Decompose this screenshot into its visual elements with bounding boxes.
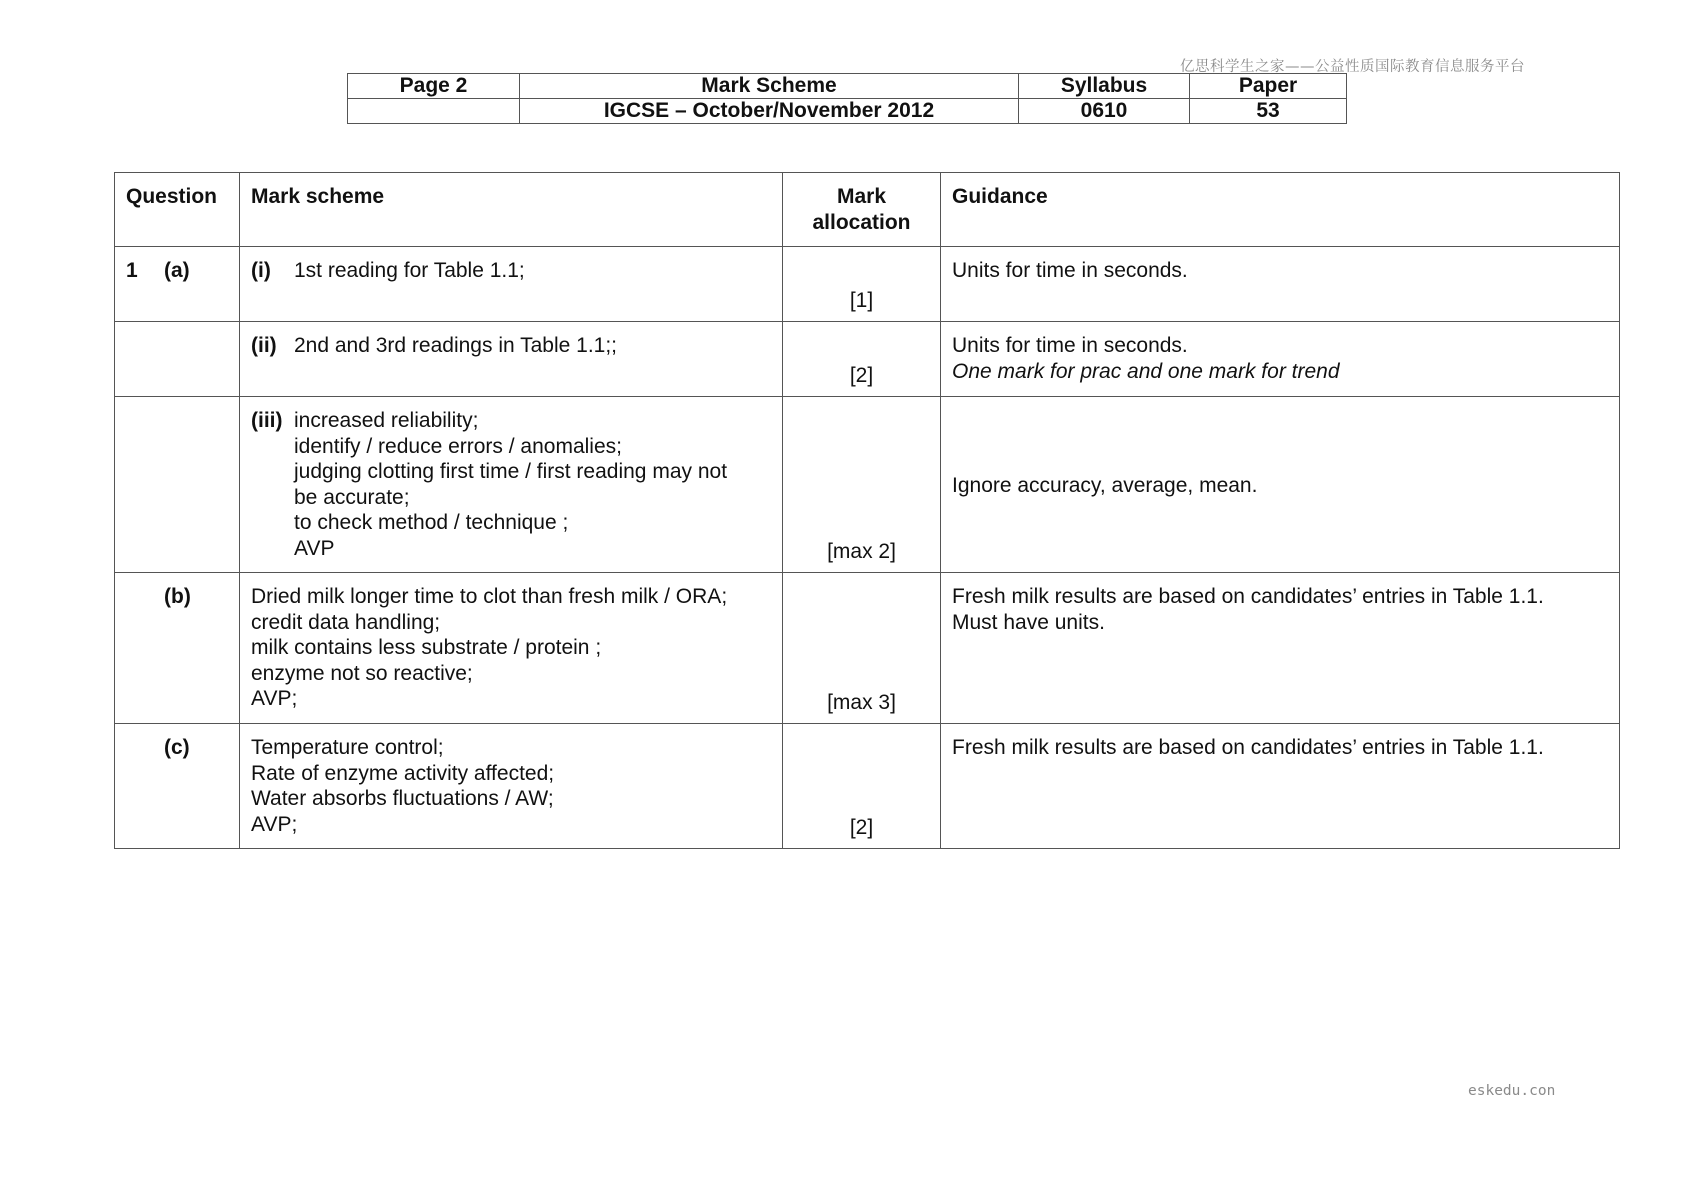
col-mark-allocation-line1: Mark xyxy=(836,185,887,208)
guidance-line: Must have units. xyxy=(952,610,1105,634)
col-guidance: Guidance xyxy=(941,173,1620,247)
guidance-line: Fresh milk results are based on candidates’ entries in Table 1.1. xyxy=(952,585,1544,608)
document-title: Mark Scheme xyxy=(520,74,1019,99)
scheme-line: 2nd and 3rd readings in Table 1.1;; xyxy=(294,334,618,357)
table-row xyxy=(115,247,1620,322)
question-part: (c) xyxy=(164,736,190,759)
table-header-row xyxy=(115,173,1620,247)
scheme-cell xyxy=(240,724,783,849)
table-row xyxy=(115,397,1620,573)
scheme-line: be accurate; xyxy=(294,485,410,509)
scheme-line: Temperature control; xyxy=(251,736,444,759)
scheme-cell xyxy=(240,573,783,724)
scheme-cell xyxy=(240,247,783,322)
question-cell xyxy=(115,397,240,573)
paper-number: 53 xyxy=(1190,99,1347,124)
syllabus-label: Syllabus xyxy=(1019,74,1190,99)
marks-cell: [2] xyxy=(783,724,941,849)
col-mark-scheme: Mark scheme xyxy=(240,173,783,247)
mark-scheme-table xyxy=(114,172,1620,849)
guidance-line: Fresh milk results are based on candidates’ entries in Table 1.1. xyxy=(952,736,1544,759)
watermark-text: 亿思科学生之家——公益性质国际教育信息服务平台 xyxy=(1180,59,1525,75)
scheme-cell xyxy=(240,322,783,397)
guidance-cell xyxy=(941,247,1620,322)
page-label: Page 2 xyxy=(348,74,520,99)
guidance-line: Units for time in seconds. xyxy=(952,259,1188,282)
syllabus-code: 0610 xyxy=(1019,99,1190,124)
page-header-table xyxy=(347,73,1347,124)
question-number: 1 xyxy=(126,259,138,282)
col-mark-allocation-line2: allocation xyxy=(812,210,911,234)
question-cell xyxy=(115,247,240,322)
sub-label: (i) xyxy=(251,259,271,282)
table-row xyxy=(115,724,1620,849)
marks-cell: [2] xyxy=(783,322,941,397)
question-cell xyxy=(115,573,240,724)
footer-watermark: eskedu.con xyxy=(1468,1083,1556,1099)
col-question: Question xyxy=(115,173,240,247)
exam-session: IGCSE – October/November 2012 xyxy=(520,99,1019,124)
scheme-line: increased reliability; xyxy=(294,409,479,432)
marks-cell: [max 3] xyxy=(783,573,941,724)
scheme-line: judging clotting first time / first reading may not xyxy=(294,460,728,483)
scheme-line: to check method / technique ; xyxy=(294,511,569,534)
sub-label: (ii) xyxy=(251,334,277,357)
scheme-line: milk contains less substrate / protein ; xyxy=(251,636,602,659)
scheme-line: identify / reduce errors / anomalies; xyxy=(294,434,622,458)
marks-cell: [1] xyxy=(783,247,941,322)
marks-cell: [max 2] xyxy=(783,397,941,573)
guidance-cell xyxy=(941,724,1620,849)
scheme-line: 1st reading for Table 1.1; xyxy=(294,259,525,282)
sub-label: (iii) xyxy=(251,409,283,432)
scheme-cell xyxy=(240,397,783,573)
guidance-italic-line: One mark for prac and one mark for trend xyxy=(952,359,1340,383)
guidance-line: Ignore accuracy, average, mean. xyxy=(952,474,1258,498)
scheme-line: enzyme not so reactive; xyxy=(251,661,473,685)
scheme-line: AVP xyxy=(294,536,335,560)
question-cell xyxy=(115,322,240,397)
scheme-line: AVP; xyxy=(251,812,298,836)
scheme-line: AVP; xyxy=(251,687,298,710)
guidance-cell xyxy=(941,397,1620,573)
scheme-line: Rate of enzyme activity affected; xyxy=(251,761,555,785)
table-row xyxy=(115,573,1620,724)
scheme-line: Dried milk longer time to clot than fresh milk / ORA; xyxy=(251,585,728,608)
guidance-cell xyxy=(941,573,1620,724)
paper-label: Paper xyxy=(1190,74,1347,99)
header-empty-cell xyxy=(348,99,520,124)
guidance-cell xyxy=(941,322,1620,397)
guidance-line: Units for time in seconds. xyxy=(952,334,1188,357)
question-part: (b) xyxy=(164,585,191,608)
col-mark-allocation xyxy=(783,173,941,247)
table-row xyxy=(115,322,1620,397)
question-part: (a) xyxy=(164,259,190,282)
question-cell xyxy=(115,724,240,849)
scheme-line: Water absorbs fluctuations / AW; xyxy=(251,787,554,810)
scheme-line: credit data handling; xyxy=(251,610,441,634)
